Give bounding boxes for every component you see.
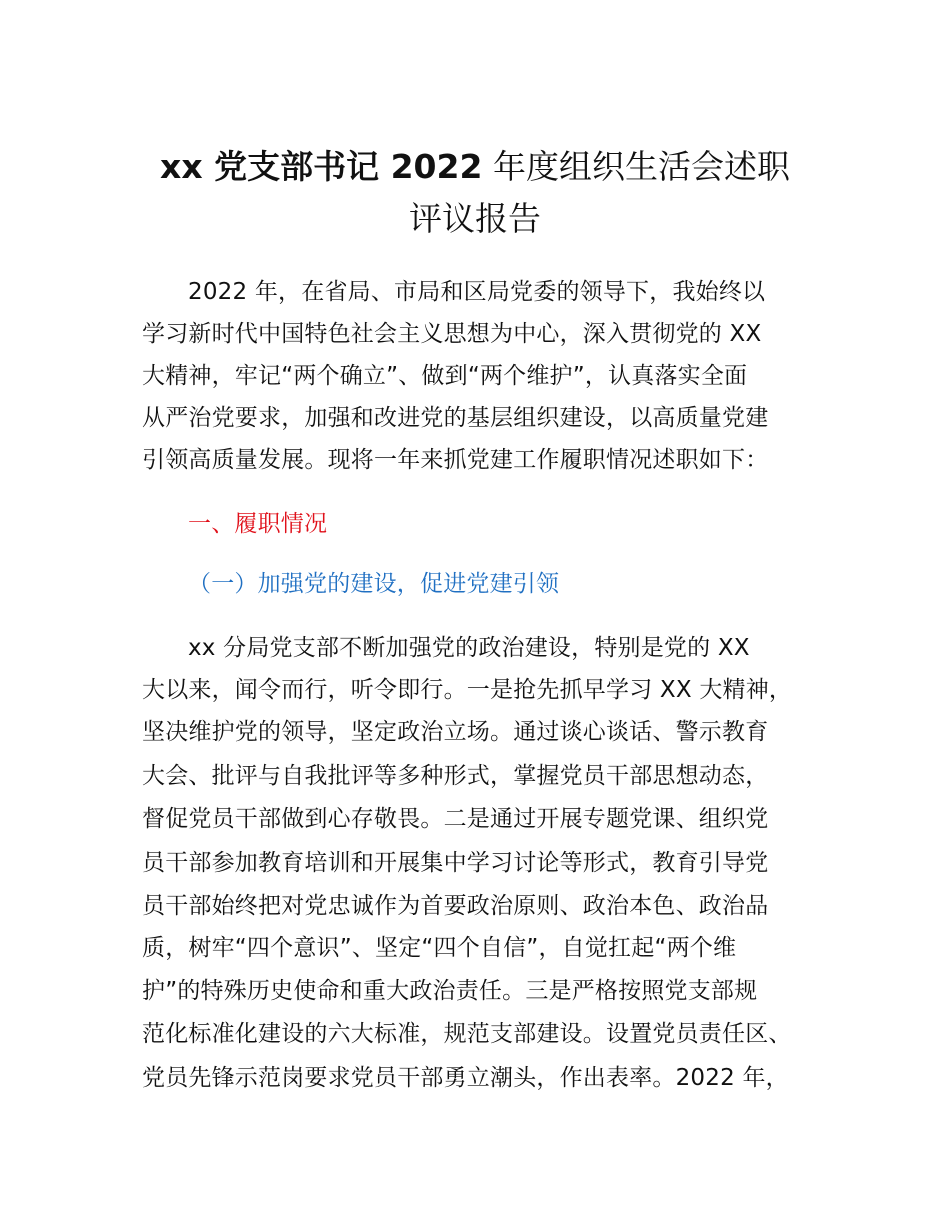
paragraph-1-line: 学习新时代中国特色社会主义思想为中心，深入贯彻党的 XX (142, 321, 762, 347)
paragraph-2-line: 党员先锋示范岗要求党员干部勇立潮头，作出表率。2022 年， (142, 1065, 789, 1091)
paragraph-1-line: 引领高质量发展。现将一年来抓党建工作履职情况述职如下： (142, 447, 769, 473)
paragraph-2-line: 员干部参加教育培训和开展集中学习讨论等形式，教育引导党 (142, 850, 769, 876)
paragraph-2-line: 大会、批评与自我批评等多种形式，掌握党员干部思想动态， (142, 763, 769, 789)
paragraph-2-line: xx 分局党支部不断加强党的政治建设，特别是党的 XX (188, 635, 750, 661)
paragraph-2-line: 督促党员干部做到心存敬畏。二是通过开展专题党课、组织党 (142, 806, 769, 832)
paragraph-1-line: 从严治党要求，加强和改进党的基层组织建设，以高质量党建 (142, 405, 769, 431)
paragraph-1-line: 2022 年，在省局、市局和区局党委的领导下，我始终以 (188, 279, 766, 305)
title-bold-part: xx 党支部书记 2022 (160, 147, 483, 186)
paragraph-1-line: 大精神，牢记“两个确立”、做到“两个维护”，认真落实全面 (142, 363, 748, 389)
document-title-line-2: 评议报告 (409, 199, 541, 238)
document-title-line-1 (0, 144, 950, 190)
title-rest-part: 年度组织生活会述职 (482, 147, 790, 186)
section-heading-2: （一）加强党的建设，促进党建引领 (188, 571, 560, 597)
paragraph-2-line: 大以来，闻令而行，听令即行。一是抢先抓早学习 XX 大精神， (142, 677, 793, 703)
paragraph-2-line: 员干部始终把对党忠诚作为首要政治原则、政治本色、政治品 (142, 893, 769, 919)
paragraph-2-line: 质，树牢“四个意识”、坚定“四个自信”，自觉扛起“两个维 (142, 935, 737, 961)
paragraph-2-line: 坚决维护党的领导，坚定政治立场。通过谈心谈话、警示教育 (142, 719, 769, 745)
paragraph-2-line: 范化标准化建设的六大标准，规范支部建设。设置党员责任区、 (142, 1021, 792, 1047)
section-heading-1: 一、履职情况 (188, 511, 328, 537)
paragraph-2-line: 护”的特殊历史使命和重大政治责任。三是严格按照党支部规 (142, 978, 758, 1004)
